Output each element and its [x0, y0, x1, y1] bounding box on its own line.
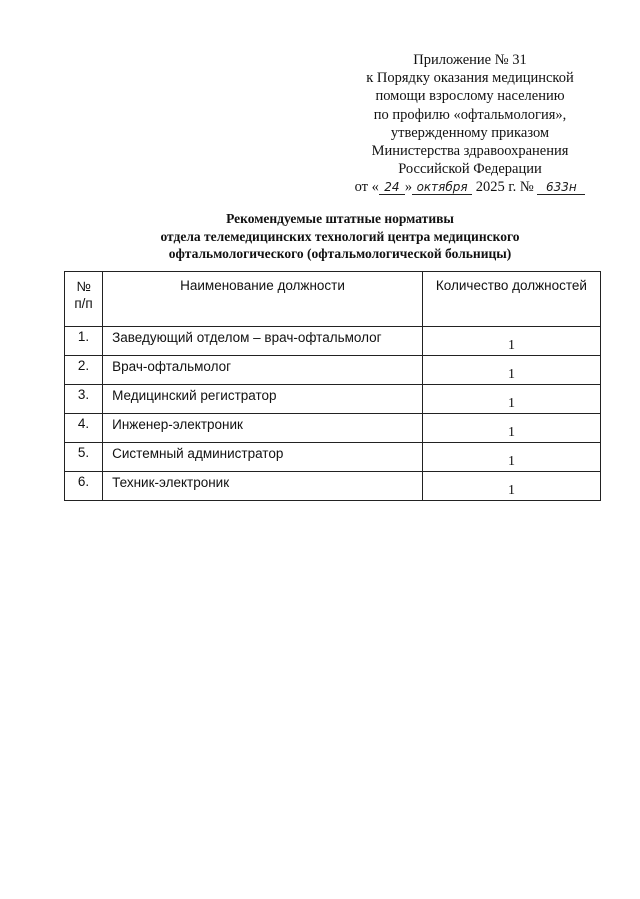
title-line-2: отдела телемедицинских технологий центра медицинского — [160, 228, 520, 244]
row-position-name: Врач-офтальмолог — [103, 356, 423, 385]
header-position-name: Наименование должности — [103, 272, 423, 327]
table-row — [65, 327, 601, 356]
date-prefix: от « — [354, 179, 379, 196]
date-quote-close: » — [404, 179, 413, 196]
appendix-line-2: к Порядку оказания медицинской — [366, 70, 574, 87]
appendix-line-4: по профилю «офтальмология», — [373, 106, 567, 123]
table-row — [65, 414, 601, 443]
header-number — [65, 272, 103, 327]
staffing-table — [64, 271, 601, 501]
handwritten-order-number: 633н — [537, 181, 585, 195]
row-position-name: Системный администратор — [103, 443, 423, 472]
title-line-1: Рекомендуемые штатные нормативы — [226, 211, 454, 226]
table-row — [65, 443, 601, 472]
handwritten-month: октября — [412, 181, 472, 195]
order-date-line — [330, 178, 610, 196]
date-year: 2025 г. № — [472, 179, 538, 196]
row-position-count: 1 — [422, 472, 600, 501]
row-position-count: 1 — [422, 443, 600, 472]
table-row — [65, 385, 601, 414]
appendix-line-5: утвержденному приказом — [390, 124, 550, 141]
table-row — [65, 472, 601, 501]
appendix-header — [330, 51, 610, 197]
row-position-count: 1 — [422, 385, 600, 414]
row-number: 4. — [65, 414, 103, 443]
appendix-line-3: помощи взрослому населению — [375, 88, 565, 105]
row-number: 2. — [65, 356, 103, 385]
row-position-name: Инженер-электроник — [103, 414, 423, 443]
row-number: 1. — [65, 327, 103, 356]
row-number: 5. — [65, 443, 103, 472]
row-number: 6. — [65, 472, 103, 501]
row-position-count: 1 — [422, 356, 600, 385]
row-number: 3. — [65, 385, 103, 414]
title-line-3: офтальмологического (офтальмологической больницы) — [168, 246, 512, 261]
row-position-name: Медицинский регистратор — [103, 385, 423, 414]
appendix-number: Приложение № 31 — [413, 52, 527, 68]
header-number-sign: № — [76, 279, 91, 294]
handwritten-day: 24 — [379, 181, 405, 195]
appendix-line-7: Российской Федерации — [398, 161, 542, 178]
row-position-count: 1 — [422, 327, 600, 356]
row-position-name: Заведующий отделом – врач-офтальмолог — [103, 327, 423, 356]
appendix-line-6: Министерства здравоохранения — [371, 143, 569, 160]
row-position-count: 1 — [422, 414, 600, 443]
header-position-count: Количество должностей — [422, 272, 600, 327]
table-row — [65, 356, 601, 385]
document-title — [80, 210, 600, 263]
header-number-pp: п/п — [74, 296, 93, 311]
table-header-row — [65, 272, 601, 327]
row-position-name: Техник-электроник — [103, 472, 423, 501]
